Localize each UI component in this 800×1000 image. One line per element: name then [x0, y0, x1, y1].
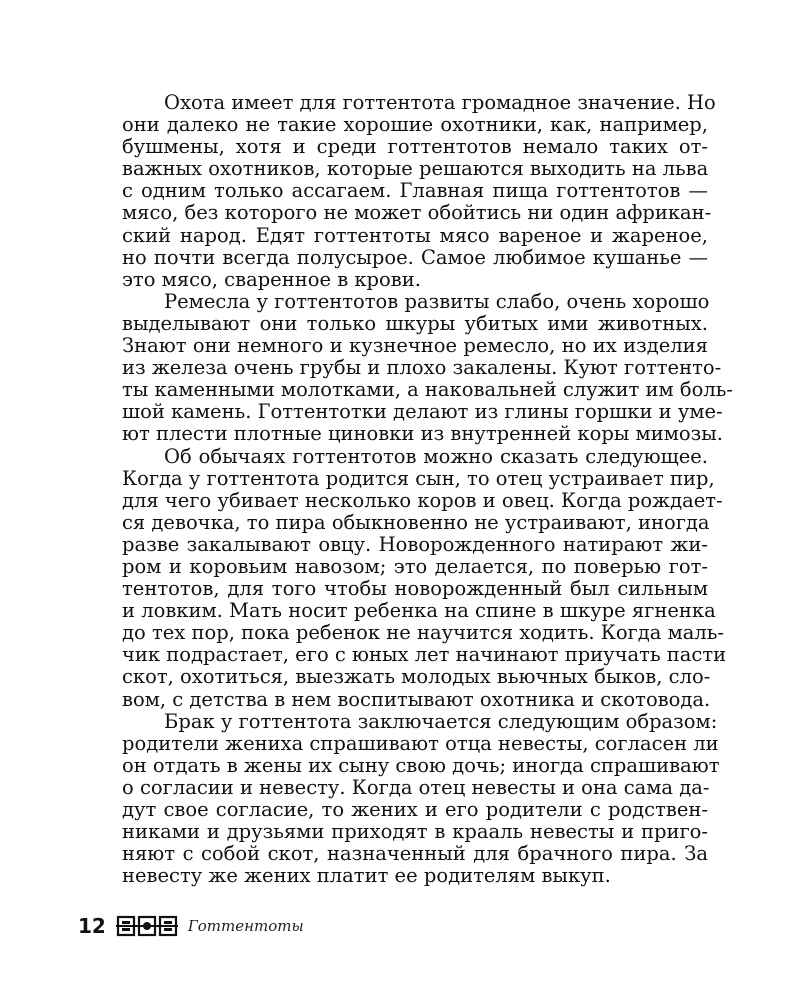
text-line: он отдать в жены их сыну свою дочь; иногда спрашивают [122, 753, 720, 777]
text-line: тентотов, для того чтобы новорожденный был сильным [122, 577, 708, 601]
text-line: бушмены, хотя и среди готтентотов немало таких от- [122, 135, 708, 159]
text-line: чик подрастает, его с юных лет начинают приучать пасти [122, 643, 727, 667]
text-line: няют с собой скот, назначенный для брачного пира. За [122, 842, 708, 866]
text-line: никами и друзьями приходят в крааль невесты и приго- [122, 820, 708, 844]
text-line: Когда у готтентота родится сын, то отец устраивает пир, [122, 466, 715, 490]
text-line: о согласии и невесту. Когда отец невесты и она сама да- [122, 775, 710, 799]
running-title: Готтентоты [187, 917, 304, 935]
text-line: ский народ. Едят готтентоты мясо вареное и жареное, [122, 223, 708, 247]
page-footer [78, 912, 304, 940]
text-line: шой камень. Готтентотки делают из глины горшки и уме- [122, 400, 723, 424]
text-line: невесту же жених платит ее родителям выкуп. [122, 864, 611, 888]
text-line: вом, с детства в нем воспитывают охотника и скотовода. [122, 687, 711, 711]
text-line: но почти всегда полусырое. Самое любимое кушанье — [122, 245, 708, 269]
text-line: ся девочка, то пира обыкновенно не устраивают, иногда [122, 510, 710, 534]
text-line: мясо, без которого не может обойтись ни один африкан- [122, 201, 712, 225]
text-line: это мясо, сваренное в крови. [122, 267, 421, 291]
text-line: из железа очень грубы и плохо закалены. Куют готтенто- [122, 356, 722, 380]
text-line: они далеко не такие хорошие охотники, как, например, [122, 113, 708, 137]
text-line: до тех пор, пока ребенок не научится ходить. Когда маль- [122, 621, 724, 645]
text-line: скот, охотиться, выезжать молодых вьючных быков, сло- [122, 665, 711, 689]
text-line: ром и коровьим навозом; это делается, по поверью гот- [122, 554, 708, 578]
text-line: Брак у готтентота заключается следующим образом: [164, 709, 718, 733]
text-line: и ловким. Мать носит ребенка на спине в шкуре ягненка [122, 599, 716, 623]
text-line: выделывают они только шкуры убитых ими животных. [122, 311, 708, 335]
text-line: ют плести плотные циновки из внутренней коры мимозы. [122, 422, 723, 446]
text-line: Знают они немного и кузнечное ремесло, но их изделия [122, 334, 708, 358]
text-line: Охота имеет для готтентота громадное значение. Но [164, 91, 716, 114]
text-line: дут свое согласие, то жених и его родители с родствен- [122, 798, 708, 821]
text-line: для чего убивает несколько коров и овец. Когда рождает- [122, 488, 723, 512]
paragraph-lines [122, 91, 733, 888]
text-line: с одним только ассагаем. Главная пища готтентотов — [122, 179, 708, 203]
page-number: 12 [78, 914, 106, 938]
text-line: родители жениха спрашивают отца невесты, согласен ли [122, 731, 719, 755]
body-text [122, 91, 733, 888]
text-line: Об обычаях готтентотов можно сказать следующее. [164, 444, 708, 468]
text-line: ты каменными молотками, а наковальней служит им боль- [122, 378, 733, 402]
text-line: Ремесла у готтентотов развиты слабо, очень хорошо [164, 289, 710, 313]
ornament-icon [116, 915, 178, 937]
text-line: разве закалывают овцу. Новорожденного натирают жи- [122, 532, 708, 556]
text-line: важных охотников, которые решаются выходить на льва [122, 157, 709, 181]
